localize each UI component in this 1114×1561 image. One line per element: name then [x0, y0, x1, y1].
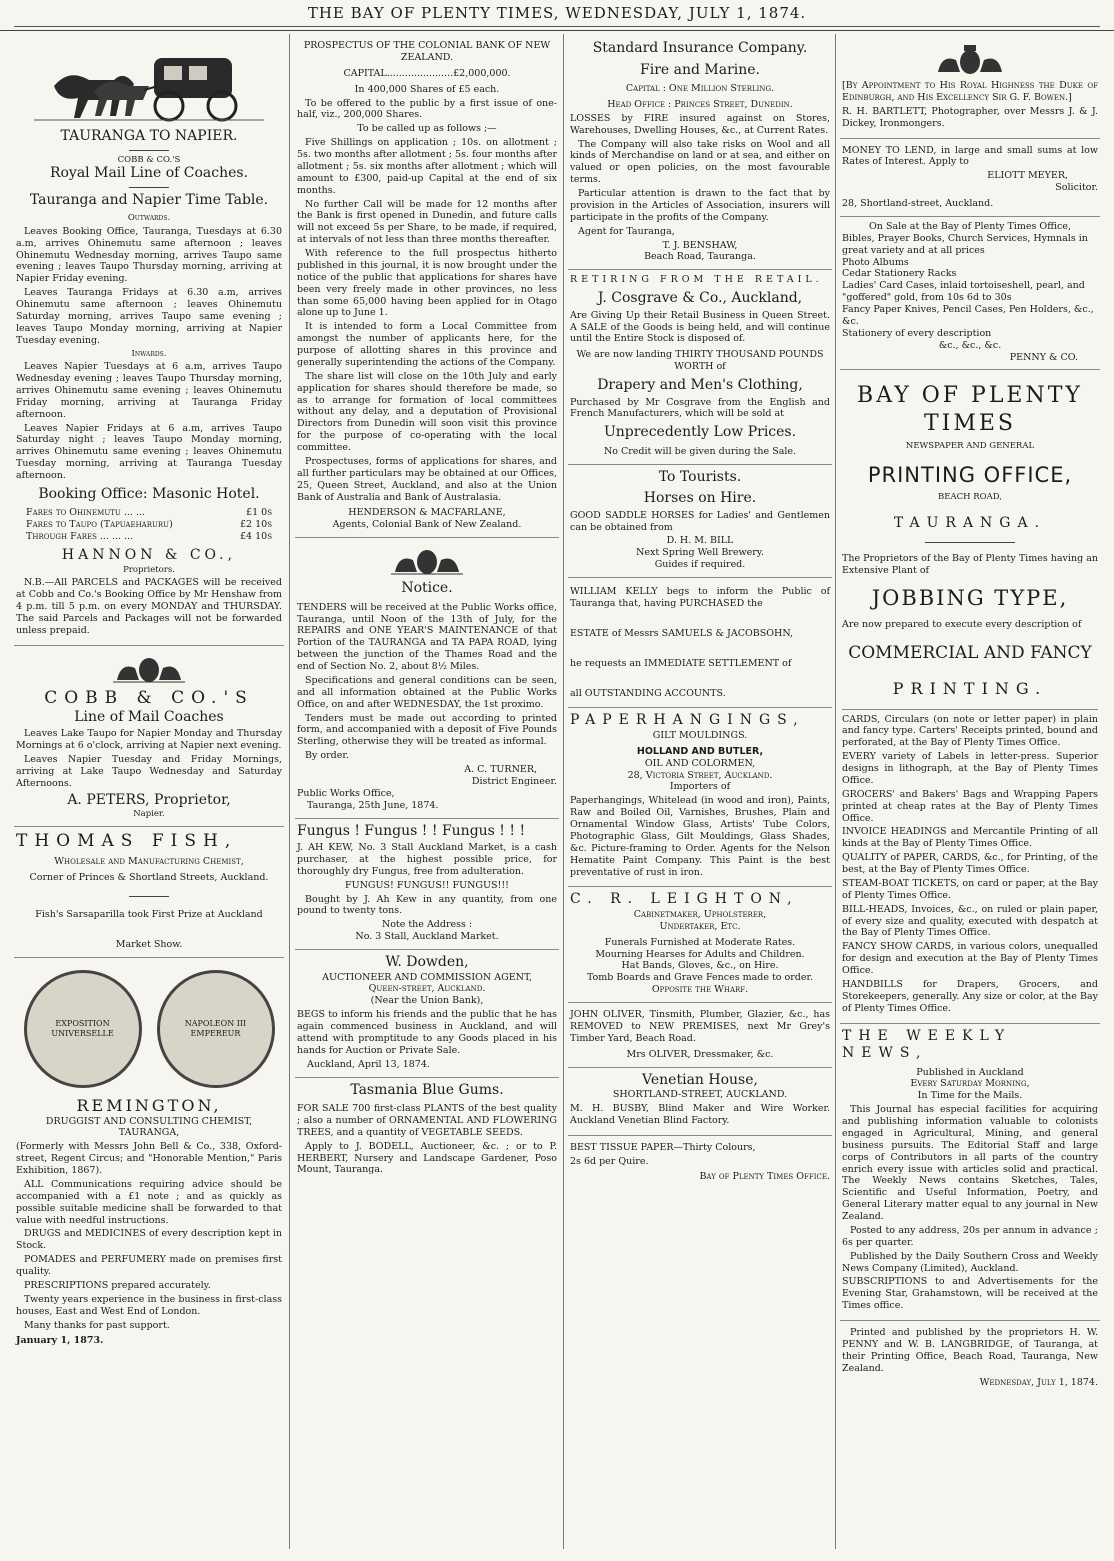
divider	[129, 150, 169, 151]
sale-line: Cedar Stationery Racks	[842, 268, 957, 280]
ad-venetian-house	[568, 1068, 832, 1136]
paper-sub: GILT MOULDINGS.	[652, 729, 748, 741]
tourists-addr: Next Spring Well Brewery.	[636, 547, 764, 559]
notice-paragraph: Tenders must be made out according to printed form, and accompanied with a deposit of Five Pounds Sterling, otherwise they will be treated as informal.	[297, 712, 557, 748]
ad-bartlett	[840, 36, 1100, 139]
coach-line: Royal Mail Line of Coaches.	[49, 165, 249, 182]
office-paragraph: The Proprietors of the Bay of Plenty Times having an Extensive Plant of	[842, 553, 1098, 577]
fare-row	[16, 531, 282, 543]
sale-line: Photo Albums	[842, 256, 909, 268]
ad-money-to-lend	[840, 139, 1100, 217]
kelly-paragraph: WILLIAM KELLY begs to inform the Public of Tauranga that, having PURCHASED the	[570, 586, 830, 609]
bank-paragraph: With reference to the full prospectus hitherto published in this journal, it is now brought under the notice of the public that applications for shares have been very freely made in other provinces, no less than some 65,000 having been applied for in Otago alone up to June 1.	[297, 248, 557, 319]
remington-paragraph: DRUGS and MEDICINES of every description kept in Stock.	[16, 1228, 282, 1252]
office-item: EVERY variety of Labels in letter-press. Superior designs in lithograph, at the Bay of Plenty Times Office.	[842, 751, 1098, 786]
office-paragraph: Are now prepared to execute every description of	[842, 619, 1082, 631]
oliver-paragraph: Mrs OLIVER, Dressmaker, &c.	[626, 1048, 774, 1060]
fish-name: THOMAS FISH,	[16, 830, 238, 851]
weekly-line: Published in Auckland	[916, 1066, 1024, 1078]
column-3	[568, 36, 832, 1546]
booking-office: Booking Office: Masonic Hotel.	[38, 485, 260, 502]
fungus-paragraph: FUNGUS! FUNGUS!! FUNGUS!!!	[345, 879, 509, 891]
tourists-name: D. H. M. BILL	[666, 535, 734, 547]
dowden-date: Auckland, April 13, 1874.	[307, 1058, 430, 1070]
fare-price: £2 10s	[240, 519, 272, 531]
ad-john-oliver	[568, 1003, 832, 1068]
divider	[925, 542, 1015, 543]
weekly-paragraph: SUBSCRIPTIONS to and Advertisements for the Evening Star, Grahamstown, will be received at the Times office.	[842, 1276, 1098, 1312]
inwards-heading: Inwards.	[131, 348, 167, 359]
leighton-line: Funerals Furnished at Moderate Rates.	[604, 936, 796, 948]
fare-price: £1 0s	[246, 507, 272, 519]
ad-tourists	[568, 465, 832, 578]
outwards-paragraph: Leaves Tauranga Fridays at 6.30 a.m, arrives Ohinemutu same afternoon ; leaves Ohinemutu Saturday morning, arrives Taupo same evening ; leaves Taupo Monday morning, arriving at Napier Tuesday evening.	[16, 287, 282, 346]
money-paragraph: MONEY TO LEND, in large and small sums at low Rates of Interest. Apply to	[842, 144, 1098, 168]
column-rule	[289, 34, 290, 1549]
stagecoach-icon	[34, 46, 264, 124]
insurance-paragraph: The Company will also take risks on Wool and all kinds of Merchandise on land or at sea, and either on valued or open policies, on the most favourable terms.	[570, 138, 830, 186]
sale-line: Ladies' Card Cases, inlaid tortoiseshell, pearl, and "goffered" gold, from 10s 6d to 30s	[842, 280, 1085, 304]
masthead-title: THE BAY OF PLENTY TIMES, WEDNESDAY, JULY 1, 1874.	[0, 4, 1114, 31]
dowden-paragraph: BEGS to inform his friends and the public that he has again commenced business in Auckland, and will attend with promptitude to any Goods placed in his hands for Auction or Private Sale.	[297, 1009, 557, 1056]
tissue-paragraph: 2s 6d per Quire.	[570, 1155, 649, 1167]
cosgrave-paragraph: No Credit will be given during the Sale.	[603, 445, 797, 457]
imprint-date: Wednesday, July 1, 1874.	[979, 1376, 1098, 1388]
office-title: TIMES	[923, 410, 1017, 436]
fish-address: Corner of Princes & Shortland Streets, Auckland.	[29, 871, 269, 883]
remington-paragraph: Many thanks for past support.	[24, 1319, 170, 1331]
fungus-paragraph: Note the Address :	[381, 919, 473, 931]
office-sub: NEWSPAPER AND GENERAL	[905, 441, 1035, 452]
money-role: Solicitor.	[1055, 182, 1098, 194]
kelly-paragraph: all OUTSTANDING ACCOUNTS.	[570, 687, 726, 699]
column-rule	[563, 34, 564, 1549]
bartlett-appointment: [By Appointment to His Royal Highness the Duke of Edinburgh, and His Excellency Sir G. F. Bowen.]	[842, 80, 1098, 103]
weekly-line: Every Saturday Morning,	[910, 1078, 1030, 1090]
venetian-street: SHORTLAND-STREET, AUCKLAND.	[612, 1089, 788, 1100]
remington-place: TAURANGA,	[118, 1127, 180, 1139]
insurance-paragraph: Agent for Tauranga,	[578, 225, 675, 237]
ad-colonial-bank	[295, 36, 559, 538]
tourists-title: To Tourists.	[658, 468, 742, 485]
ad-remington	[14, 958, 284, 1354]
column-rule	[835, 34, 836, 1549]
ad-william-kelly	[568, 578, 832, 708]
coach-proprietor: HANNON & CO.,	[61, 547, 237, 563]
tourists-paragraph: GOOD SADDLE HORSES for Ladies' and Gentlemen can be obtained from	[570, 509, 830, 533]
remington-paragraph: ALL Communications requiring advice should be accompanied with a £1 note ; and as quickly as possible suitable medicine shall be forwarded to that value with needful instructions.	[16, 1178, 282, 1226]
outwards-paragraph: Leaves Booking Office, Tauranga, Tuesdays at 6.30 a.m, arrives Ohinemutu same afternoon ; leaves Ohinemutu Wednesday morning, arrives Taupo same evening ; leaves Taupo Thursday morning, arriving at Napier Friday evening.	[16, 225, 282, 285]
column-1	[14, 36, 284, 1546]
ad-standard-insurance	[568, 36, 832, 270]
gums-paragraph: Apply to J. BODELL, Auctioneer, &c. ; or to P. HERBERT, Nursery and Landscape Gardener, Poso Mount, Tauranga.	[297, 1140, 557, 1176]
medal-inscription: EXPOSITION UNIVERSELLE	[51, 1018, 114, 1038]
bank-title: PROSPECTUS OF THE COLONIAL BANK OF NEW ZEALAND.	[303, 40, 551, 63]
remington-paragraph: Twenty years experience in the business in first-class houses, East and West End of London.	[16, 1293, 282, 1317]
tissue-office: Bay of Plenty Times Office.	[699, 1171, 830, 1183]
fare-label: Fares to Ohinemutu ... ...	[26, 507, 145, 519]
medal-inscription: NAPOLEON III EMPEREUR	[184, 1018, 247, 1038]
medals	[16, 962, 282, 1096]
leighton-line: Opposite the Wharf.	[651, 984, 749, 996]
ad-blue-gums	[295, 1078, 559, 1185]
insurance-paragraph: Particular attention is drawn to the fact that by provision in the Articles of Association, insurers will participate in the profits of the Company.	[570, 188, 830, 223]
column-4	[840, 36, 1100, 1546]
bank-paragraph: To be called up as follows ;—	[357, 123, 497, 135]
parcels-note: N.B.—All PARCELS and PACKAGES will be received at Cobb and Co.'s Booking Office by Mr Henshaw from 4 p.m. till 5 p.m. on every MONDAY and THURSDAY. The said Parcels and Packages will not be forwarded unless prepaid.	[16, 577, 282, 636]
sale-line: Bibles, Prayer Books, Church Services, Hymnals in great variety and at all prices	[842, 232, 1088, 256]
coach-proprietor-role: Proprietors.	[123, 564, 175, 575]
royal-arms-icon	[109, 654, 189, 684]
ad-imprint	[840, 1321, 1100, 1394]
ad-dowden	[295, 950, 559, 1078]
paper-importers: Importers of	[669, 781, 731, 793]
office-jobbing: JOBBING TYPE,	[871, 586, 1069, 611]
fare-label: Through Fares ... ... ...	[26, 531, 134, 543]
ad-printing-office	[840, 370, 1100, 1023]
office-printing: PRINTING OFFICE,	[867, 463, 1073, 487]
ad-tissue-paper	[568, 1136, 832, 1190]
coach-route: TAURANGA TO NAPIER.	[60, 128, 238, 144]
dowden-trade: AUCTIONEER AND COMMISSION AGENT,	[322, 971, 532, 983]
office-item: FANCY SHOW CARDS, in various colors, unequalled for design and execution at the Bay of Plenty Times Office.	[842, 941, 1098, 976]
outwards-heading: Outwards.	[127, 213, 171, 224]
weekly-paragraph: Published by the Daily Southern Cross and Weekly News Company (Limited), Auckland.	[842, 1250, 1098, 1274]
leighton-line: Mourning Hearses for Adults and Children.	[595, 948, 805, 960]
ad-cobb-line	[14, 646, 284, 827]
paper-paragraph: Paperhangings, Whitelead (in wood and iron), Paints, Raw and Boiled Oil, Varnishes, Brushes, Plain and Ornamental Window Glass, Artists' Tube Colors, Photographic Glass, Gilt Mouldings, Glass Shades, &c. Picture-framing to Order. Agents for the Nelson Hematite Paint Company. This Paint is the best preventative of rust in iron.	[570, 795, 830, 878]
office-item: QUALITY of PAPER, CARDS, &c., for Printing, of the best, at the Bay of Plenty Times Office.	[842, 852, 1098, 875]
fish-trade: Wholesale and Manufacturing Chemist,	[54, 856, 244, 867]
tissue-paragraph: BEST TISSUE PAPER—Thirty Colours,	[570, 1141, 756, 1153]
fare-label: Fares to Taupo (Tapuaeharuru)	[26, 519, 173, 531]
dowden-street: Queen-street, Auckland.	[368, 983, 486, 995]
gums-paragraph: FOR SALE 700 first-class PLANTS of the best quality ; also a number of ORNAMENTAL AND FLOWERING TREES, and a quantity of VEGETABLE SEEDS.	[297, 1103, 557, 1138]
cosgrave-goods: Drapery and Men's Clothing,	[597, 377, 803, 393]
office-town: TAURANGA.	[893, 514, 1047, 531]
fare-price: £4 10s	[240, 531, 272, 543]
leighton-trade: Undertaker, Etc.	[659, 920, 741, 932]
office-item: BILL-HEADS, Invoices, &c., on ruled or plain paper, of every size and quality, executed with despatch at the Bay of Plenty Times Office.	[842, 903, 1098, 939]
ad-leighton	[568, 887, 832, 1003]
bank-paragraph: No further Call will be made for 12 months after the Bank is first opened in Dunedin, and future calls will not exceed 5s per Share, to be made, if required, at intervals of not less than three months thereafter.	[297, 198, 557, 246]
cobb-line: Line of Mail Coaches	[74, 708, 224, 725]
insurance-address: Beach Road, Tauranga.	[644, 251, 756, 263]
insurance-agent: T. J. BENSHAW,	[662, 239, 738, 251]
paper-addr: 28, Victoria Street, Auckland.	[627, 769, 773, 781]
office-item: STEAM-BOAT TICKETS, on card or paper, at the Bay of Plenty Times Office.	[842, 877, 1098, 901]
leighton-line: Hat Bands, Gloves, &c., on Hire.	[621, 960, 779, 972]
notice-paragraph: TENDERS will be received at the Public Works office, Tauranga, until Noon of the 13th of July, for the REPAIRS and ONE YEAR'S MAINTENANCE of that Portion of the TAURANGA and TA PAPA ROAD, lying between the junction of the Thames Road and the end of Section No. 2, about 8½ Miles.	[297, 601, 557, 672]
cobb-place: Napier.	[133, 809, 165, 820]
insurance-title: Standard Insurance Company.	[592, 40, 808, 56]
ad-coach-tauranga-napier	[14, 36, 284, 646]
money-addr: 28, Shortland-street, Auckland.	[842, 198, 994, 209]
remington-paragraph: POMADES and PERFUMERY made on premises first quality.	[16, 1254, 282, 1277]
kelly-paragraph: ESTATE of Messrs SAMUELS & JACOBSOHN,	[570, 627, 794, 639]
notice-paragraph: By order.	[305, 750, 349, 762]
leighton-trade: Cabinetmaker, Upholsterer,	[633, 908, 767, 920]
royal-arms-icon	[930, 44, 1010, 76]
fare-row	[16, 519, 282, 531]
weekly-line: In Time for the Mails.	[917, 1090, 1023, 1102]
tourists-sub: Horses on Hire.	[643, 490, 757, 507]
office-commercial: COMMERCIAL AND FANCY	[848, 643, 1092, 664]
notice-role: District Engineer.	[471, 775, 557, 787]
insurance-capital: Capital : One Million Sterling.	[625, 83, 775, 94]
cobb-proprietor: A. PETERS, Proprietor,	[67, 791, 231, 808]
ad-fungus	[295, 819, 559, 951]
oliver-paragraph: JOHN OLIVER, Tinsmith, Plumber, Glazier, &c., has REMOVED to NEW PREMISES, next Mr Grey's Timber Yard, Beach Road.	[570, 1009, 830, 1044]
royal-arms-icon	[387, 546, 467, 576]
cosgrave-title: RETIRING FROM THE RETAIL.	[570, 274, 823, 286]
tourists-guides: Guides if required.	[654, 559, 746, 571]
ad-cosgrave	[568, 270, 832, 464]
ad-paperhangings	[568, 708, 832, 887]
time-table-title: Tauranga and Napier Time Table.	[29, 191, 269, 208]
remington-trade: DRUGGIST AND CONSULTING CHEMIST,	[45, 1115, 253, 1127]
insurance-sub: Fire and Marine.	[640, 61, 760, 78]
notice-title: Notice.	[401, 580, 453, 597]
bank-capital: CAPITAL......................£2,000,000.	[343, 67, 511, 79]
fish-prize: Fish's Sarsaparilla took First Prize at Auckland	[35, 908, 263, 920]
bank-signed: HENDERSON & MACFARLANE,	[348, 507, 506, 519]
remington-formerly: (Formerly with Messrs John Bell & Co., 338, Oxford-street, Regent Circus; and "Honorable Mention," Paris Exhibition, 1867).	[16, 1141, 282, 1176]
sale-line: &c., &c., &c.	[938, 339, 1002, 351]
cosgrave-name: J. Cosgrave & Co., Auckland,	[597, 290, 803, 307]
divider	[129, 187, 169, 188]
insurance-head-office: Head Office : Princes Street, Dunedin.	[607, 98, 793, 110]
leighton-name: C. R. LEIGHTON,	[570, 891, 799, 908]
office-road: BEACH ROAD,	[938, 492, 1002, 503]
sale-signed: PENNY & CO.	[1009, 351, 1078, 363]
venetian-title: Venetian House,	[642, 1071, 758, 1088]
cobb-title: COBB & CO.'S	[44, 687, 254, 708]
ad-weekly-news	[840, 1024, 1100, 1322]
notice-office: Public Works Office,	[297, 787, 395, 799]
ad-thomas-fish	[14, 827, 284, 958]
ad-on-sale	[840, 217, 1100, 371]
office-item: GROCERS' and Bakers' Bags and Wrapping Papers printed at cheap rates at the Bay of Plenty Times Office.	[842, 788, 1098, 824]
bartlett-paragraph: R. H. BARTLETT, Photographer, over Messrs J. & J. Dickey, Ironmongers.	[842, 105, 1098, 129]
bank-paragraph: Prospectuses, forms of applications for shares, and all further particulars may be obtained at our Offices, 25, Queen Street, Auckland, and also at the Union Bank of Australia and Bank of Australasia.	[297, 455, 557, 503]
paper-title: PAPERHANGINGS,	[570, 712, 805, 729]
cosgrave-paragraph: Are Giving Up their Retail Business in Queen Street. A SALE of the Goods is being held, and will continue until the Entire Stock is disposed of.	[570, 309, 830, 345]
fungus-paragraph: J. AH KEW, No. 3 Stall Auckland Market, is a cash purchaser, at the highest possible price, for thoroughly dry Fungus, free from adulteration.	[297, 842, 557, 877]
cosgrave-paragraph: Purchased by Mr Cosgrave from the English and French Manufacturers, which will be sold at	[570, 396, 830, 420]
gums-title: Tasmania Blue Gums.	[350, 1081, 504, 1098]
insurance-paragraph: LOSSES by FIRE insured against on Stores, Warehouses, Dwelling Houses, &c., at Current Rates.	[570, 112, 830, 136]
money-name: ELIOTT MEYER,	[987, 170, 1068, 182]
venetian-paragraph: M. H. BUSBY, Blind Maker and Wire Worker. Auckland Venetian Blind Factory.	[570, 1102, 830, 1126]
coach-company: COBB & CO.'S	[117, 154, 181, 165]
office-item: HANDBILLS for Drapers, Grocers, and Storekeepers, generally. Any size or color, at the Bay of Plenty Times Office.	[842, 978, 1098, 1014]
paper-trade: OIL AND COLORMEN,	[644, 757, 756, 769]
cobb-paragraph: Leaves Napier Tuesday and Friday Mornings, arriving at Lake Taupo Wednesday and Saturday Afternoons.	[16, 754, 282, 789]
kelly-paragraph: he requests an IMMEDIATE SETTLEMENT of	[570, 657, 792, 669]
weekly-title: THE WEEKLY NEWS,	[842, 1027, 1012, 1061]
column-2	[295, 36, 559, 1546]
inwards-paragraph: Leaves Napier Fridays at 6 a.m, arrives Taupo Saturday night ; leaves Taupo Monday morning, arrives Ohinemutu same evening ; leaves Ohinemutu Tuesday morning, arriving at Tauranga Tuesday afternoon.	[16, 422, 282, 481]
remington-paragraph: PRESCRIPTIONS prepared accurately.	[24, 1279, 211, 1291]
inwards-paragraph: Leaves Napier Tuesdays at 6 a.m, arrives Taupo Wednesday evening ; leaves Taupo Thursday morning, arrives Ohinemutu same evening ; leaves Ohinemutu Friday morning, arriving at Tauranga Friday afternoon.	[16, 361, 282, 420]
office-item: CARDS, Circulars (on note or letter paper) in plain and fancy type. Carters' Receipts printed, bound and perforated, at the Bay of Plenty Times Office.	[842, 713, 1098, 749]
sale-line: On Sale at the Bay of Plenty Times Office,	[869, 220, 1071, 232]
exhibition-medal-icon	[24, 970, 142, 1088]
office-printing2: PRINTING.	[892, 678, 1048, 698]
bank-role: Agents, Colonial Bank of New Zealand.	[332, 519, 522, 531]
office-title: BAY OF PLENTY	[857, 383, 1083, 409]
notice-date: Tauranga, 25th June, 1874.	[307, 799, 439, 811]
bank-paragraph: To be offered to the public by a first issue of one-half, viz., 200,000 Shares.	[297, 97, 557, 121]
cobb-paragraph: Leaves Lake Taupo for Napier Monday and Thursday Mornings at 6 o'clock, arriving at Napier next evening.	[16, 728, 282, 752]
sale-line: Stationery of every description	[842, 327, 992, 339]
imprint-paragraph: Printed and published by the proprietors H. W. PENNY and W. B. LANGBRIDGE, of Tauranga, at their Printing Office, Beach Road, Tauranga, New Zealand.	[842, 1327, 1098, 1374]
paper-firm: HOLLAND AND BUTLER,	[636, 745, 764, 757]
bank-paragraph: It is intended to form a Local Committee from amongst the number of applicants here, for the purpose of allotting shares in this province and generally superintending the actions of the Company.	[297, 321, 557, 368]
fish-show: Market Show.	[115, 938, 183, 950]
remington-name: REMINGTON,	[76, 1095, 222, 1115]
sale-line: Fancy Paper Knives, Pencil Cases, Pen Holders, &c., &c.	[842, 304, 1094, 327]
fare-row	[16, 507, 282, 519]
remington-date: January 1, 1873.	[16, 1335, 104, 1347]
bank-paragraph: The share list will close on the 10th July and early application for shares should therefore be made, so as to arrange for formation of local committees without any delay, and a deputation of Provisional Directors from Dunedin will soon visit this province for the purpose of co-operating with the local committee.	[297, 370, 557, 453]
napoleon-medal-icon	[157, 970, 275, 1088]
fungus-paragraph: Bought by J. Ah Kew in any quantity, from one pound to twenty tons.	[297, 893, 557, 917]
office-item: INVOICE HEADINGS and Mercantile Printing of all kinds at the Bay of Plenty Times Office.	[842, 826, 1098, 850]
weekly-paragraph: This Journal has especial facilities for acquiring and publishing information valuable to colonists engaged in Agricultural, Mining, and general business pursuits. The Editorial Staff and large corps of Contributors in all parts of the country enrich every issue with articles solid and practical. The Weekly News contains Sketches, Tales, Scientific and Useful Information, Poetry, and General Literary matter equal to any journal in New Zealand.	[842, 1104, 1098, 1222]
fungus-title: Fungus ! Fungus ! ! Fungus ! ! !	[297, 822, 526, 839]
notice-signed: A. C. TURNER,	[464, 764, 537, 775]
ad-tenders-notice	[295, 538, 559, 818]
weekly-paragraph: Posted to any address, 20s per annum in advance ; 6s per quarter.	[842, 1224, 1098, 1248]
bank-shares: In 400,000 Shares of £5 each.	[354, 83, 500, 95]
cosgrave-paragraph: We are now landing THIRTY THOUSAND POUNDS WORTH of	[576, 349, 824, 373]
dowden-near: (Near the Union Bank),	[370, 995, 484, 1007]
leighton-line: Tomb Boards and Grave Fences made to order.	[586, 972, 814, 984]
divider	[129, 896, 169, 897]
dowden-name: W. Dowden,	[385, 954, 469, 970]
notice-paragraph: Specifications and general conditions can be seen, and all information obtained at the Public Works Office, on and after WEDNESDAY, the 1st proximo.	[297, 674, 557, 710]
cosgrave-prices: Unprecedently Low Prices.	[603, 424, 797, 441]
fungus-paragraph: No. 3 Stall, Auckland Market.	[355, 931, 499, 943]
bank-paragraph: Five Shillings on application ; 10s. on allotment ; 5s. two months after allotment ; 5s. four months after allotment ; 5s. six months after allotment ; which will amount to £300, paid-up Capital at the end of six months.	[297, 137, 557, 196]
